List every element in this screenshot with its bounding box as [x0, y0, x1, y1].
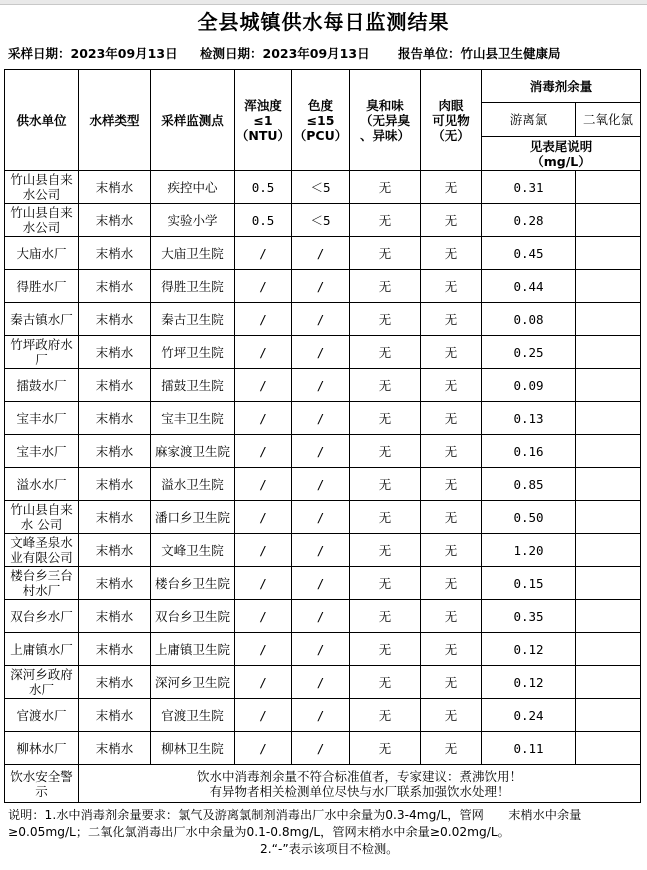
- cell-water-type: 末梢水: [79, 633, 151, 666]
- cell-odor: 无: [350, 336, 421, 369]
- table-row: [5, 435, 641, 468]
- cell-turbidity: /: [235, 501, 292, 534]
- cell-odor: 无: [350, 237, 421, 270]
- table-row: [5, 567, 641, 600]
- cell-free-chlorine: 0.28: [482, 204, 576, 237]
- cell-visible: 无: [421, 171, 482, 204]
- cell-odor: 无: [350, 171, 421, 204]
- cell-unit: 官渡水厂: [5, 699, 79, 732]
- cell-unit: 上庸镇水厂: [5, 633, 79, 666]
- cell-site: 大庙卫生院: [151, 237, 235, 270]
- cell-turbidity: 0.5: [235, 204, 292, 237]
- cell-odor: 无: [350, 534, 421, 567]
- cell-unit: 双台乡水厂: [5, 600, 79, 633]
- cell-chlorine-dioxide: [576, 204, 641, 237]
- cell-color: /: [292, 534, 350, 567]
- cell-turbidity: /: [235, 303, 292, 336]
- table-row: [5, 237, 641, 270]
- cell-color: /: [292, 666, 350, 699]
- monitoring-table: [4, 69, 641, 803]
- cell-free-chlorine: 0.85: [482, 468, 576, 501]
- cell-chlorine-dioxide: [576, 270, 641, 303]
- cell-odor: 无: [350, 435, 421, 468]
- cell-turbidity: /: [235, 402, 292, 435]
- warning-text: [79, 765, 641, 803]
- cell-odor: 无: [350, 567, 421, 600]
- header-unit: 供水单位: [5, 70, 79, 171]
- cell-odor: 无: [350, 600, 421, 633]
- cell-free-chlorine: 0.50: [482, 501, 576, 534]
- cell-visible: 无: [421, 270, 482, 303]
- cell-color: /: [292, 402, 350, 435]
- cell-unit: 竹坪政府水厂: [5, 336, 79, 369]
- cell-unit: 深河乡政府水厂: [5, 666, 79, 699]
- cell-water-type: 末梢水: [79, 435, 151, 468]
- header-color-text: 色度 ≤15 （PCU）: [293, 97, 348, 143]
- spreadsheet-top-strip: [0, 0, 647, 5]
- cell-site: 宝丰卫生院: [151, 402, 235, 435]
- table-row: [5, 468, 641, 501]
- page-title: 全县城镇供水每日监测结果: [197, 10, 450, 34]
- cell-turbidity: 0.5: [235, 171, 292, 204]
- cell-color: ＜5: [292, 171, 350, 204]
- cell-color: /: [292, 369, 350, 402]
- cell-turbidity: /: [235, 600, 292, 633]
- table-row: [5, 303, 641, 336]
- cell-free-chlorine: 0.15: [482, 567, 576, 600]
- cell-unit: 竹山县自来水 公司: [5, 501, 79, 534]
- cell-free-chlorine: 0.35: [482, 600, 576, 633]
- cell-color: /: [292, 600, 350, 633]
- table-row: [5, 633, 641, 666]
- table-row: [5, 732, 641, 765]
- cell-color: /: [292, 732, 350, 765]
- table-row: [5, 270, 641, 303]
- cell-odor: 无: [350, 501, 421, 534]
- cell-color: /: [292, 270, 350, 303]
- cell-turbidity: /: [235, 633, 292, 666]
- cell-odor: 无: [350, 666, 421, 699]
- notes-section: [8, 807, 638, 858]
- warning-line-1: 饮水中消毒剂余量不符合标准值者，专家建议：煮沸饮用！: [196, 768, 522, 784]
- cell-odor: 无: [350, 204, 421, 237]
- cell-visible: 无: [421, 336, 482, 369]
- table-row: [5, 534, 641, 567]
- cell-site: 得胜卫生院: [151, 270, 235, 303]
- cell-site: 柳林卫生院: [151, 732, 235, 765]
- table-row: [5, 501, 641, 534]
- cell-color: /: [292, 303, 350, 336]
- cell-water-type: 末梢水: [79, 567, 151, 600]
- cell-chlorine-dioxide: [576, 732, 641, 765]
- header-odor-text: 臭和味 （无异臭 、异味）: [359, 97, 410, 143]
- cell-chlorine-dioxide: [576, 171, 641, 204]
- cell-odor: 无: [350, 270, 421, 303]
- cell-water-type: 末梢水: [79, 699, 151, 732]
- table-row: [5, 336, 641, 369]
- cell-water-type: 末梢水: [79, 303, 151, 336]
- cell-site: 深河乡卫生院: [151, 666, 235, 699]
- cell-odor: 无: [350, 732, 421, 765]
- cell-water-type: 末梢水: [79, 369, 151, 402]
- cell-free-chlorine: 0.11: [482, 732, 576, 765]
- header-water-type: 水样类型: [79, 70, 151, 171]
- cell-visible: 无: [421, 468, 482, 501]
- cell-unit: 楼台乡三台村水厂: [5, 567, 79, 600]
- cell-turbidity: /: [235, 369, 292, 402]
- table-row: [5, 666, 641, 699]
- table-row: [5, 369, 641, 402]
- cell-site: 官渡卫生院: [151, 699, 235, 732]
- cell-turbidity: /: [235, 435, 292, 468]
- cell-turbidity: /: [235, 237, 292, 270]
- cell-odor: 无: [350, 402, 421, 435]
- note-line-1: 说明：1.水中消毒剂余量要求：氯气及游离氯制剂消毒出厂水中余量为0.3-4mg/L，管网 末梢水中余量: [8, 808, 582, 822]
- cell-chlorine-dioxide: [576, 468, 641, 501]
- cell-water-type: 末梢水: [79, 666, 151, 699]
- cell-water-type: 末梢水: [79, 336, 151, 369]
- cell-water-type: 末梢水: [79, 534, 151, 567]
- cell-unit: 宝丰水厂: [5, 402, 79, 435]
- warning-row: [5, 765, 641, 803]
- cell-free-chlorine: 0.44: [482, 270, 576, 303]
- cell-turbidity: /: [235, 270, 292, 303]
- cell-free-chlorine: 0.12: [482, 633, 576, 666]
- test-date: 检测日期：2023年09月13日: [200, 46, 370, 61]
- cell-site: 擂鼓卫生院: [151, 369, 235, 402]
- cell-site: 麻家渡卫生院: [151, 435, 235, 468]
- table-row: [5, 171, 641, 204]
- table-row: [5, 600, 641, 633]
- cell-site: 潘口乡卫生院: [151, 501, 235, 534]
- cell-unit: 竹山县自来水公司: [5, 171, 79, 204]
- cell-visible: 无: [421, 501, 482, 534]
- cell-visible: 无: [421, 303, 482, 336]
- cell-free-chlorine: 0.16: [482, 435, 576, 468]
- cell-visible: 无: [421, 633, 482, 666]
- header-free-chlorine: 游离氯: [482, 103, 576, 137]
- cell-visible: 无: [421, 369, 482, 402]
- cell-turbidity: /: [235, 567, 292, 600]
- table-row: [5, 402, 641, 435]
- cell-chlorine-dioxide: [576, 402, 641, 435]
- cell-color: /: [292, 501, 350, 534]
- cell-visible: 无: [421, 402, 482, 435]
- cell-water-type: 末梢水: [79, 600, 151, 633]
- cell-chlorine-dioxide: [576, 534, 641, 567]
- header-visible-text: 肉眼 可见物 （无）: [432, 97, 470, 143]
- note-line-3: 2.“-”表示该项目不检测。: [260, 842, 399, 856]
- cell-site: 竹坪卫生院: [151, 336, 235, 369]
- cell-water-type: 末梢水: [79, 237, 151, 270]
- cell-site: 疾控中心: [151, 171, 235, 204]
- cell-water-type: 末梢水: [79, 402, 151, 435]
- cell-unit: 擂鼓水厂: [5, 369, 79, 402]
- header-turbidity-text: 浑浊度 ≤1 （NTU）: [235, 97, 291, 143]
- cell-chlorine-dioxide: [576, 567, 641, 600]
- cell-unit: 大庙水厂: [5, 237, 79, 270]
- note-line-2: ≥0.05mg/L；二氧化氯消毒出厂水中余量为0.1-0.8mg/L，管网末梢水中余量≥0.02mg/L。: [8, 825, 510, 839]
- sample-date: 采样日期：2023年09月13日: [8, 46, 178, 61]
- cell-turbidity: /: [235, 534, 292, 567]
- header-site: 采样监测点: [151, 70, 235, 171]
- cell-chlorine-dioxide: [576, 633, 641, 666]
- cell-water-type: 末梢水: [79, 732, 151, 765]
- cell-turbidity: /: [235, 732, 292, 765]
- header-color: [292, 70, 350, 171]
- cell-color: /: [292, 237, 350, 270]
- cell-color: /: [292, 567, 350, 600]
- cell-free-chlorine: 0.13: [482, 402, 576, 435]
- cell-unit: 溢水水厂: [5, 468, 79, 501]
- cell-water-type: 末梢水: [79, 270, 151, 303]
- cell-chlorine-dioxide: [576, 369, 641, 402]
- header-chlorine-dioxide: 二氧化氯: [576, 103, 641, 137]
- header-turbidity: [235, 70, 292, 171]
- cell-unit: 柳林水厂: [5, 732, 79, 765]
- cell-water-type: 末梢水: [79, 204, 151, 237]
- cell-free-chlorine: 0.08: [482, 303, 576, 336]
- cell-unit: 秦古镇水厂: [5, 303, 79, 336]
- cell-unit: 得胜水厂: [5, 270, 79, 303]
- cell-site: 上庸镇卫生院: [151, 633, 235, 666]
- cell-visible: 无: [421, 666, 482, 699]
- cell-chlorine-dioxide: [576, 336, 641, 369]
- cell-chlorine-dioxide: [576, 666, 641, 699]
- cell-site: 实验小学: [151, 204, 235, 237]
- cell-chlorine-dioxide: [576, 303, 641, 336]
- cell-visible: 无: [421, 600, 482, 633]
- cell-site: 秦古卫生院: [151, 303, 235, 336]
- table-row: [5, 699, 641, 732]
- cell-turbidity: /: [235, 666, 292, 699]
- cell-odor: 无: [350, 633, 421, 666]
- cell-chlorine-dioxide: [576, 237, 641, 270]
- cell-free-chlorine: 0.09: [482, 369, 576, 402]
- cell-free-chlorine: 0.25: [482, 336, 576, 369]
- cell-color: ＜5: [292, 204, 350, 237]
- header-footnote: [482, 137, 641, 171]
- cell-odor: 无: [350, 699, 421, 732]
- cell-free-chlorine: 0.31: [482, 171, 576, 204]
- cell-visible: 无: [421, 204, 482, 237]
- cell-free-chlorine: 0.12: [482, 666, 576, 699]
- cell-odor: 无: [350, 468, 421, 501]
- cell-site: 双台乡卫生院: [151, 600, 235, 633]
- cell-odor: 无: [350, 303, 421, 336]
- cell-site: 溢水卫生院: [151, 468, 235, 501]
- cell-turbidity: /: [235, 699, 292, 732]
- cell-unit: 竹山县自来水公司: [5, 204, 79, 237]
- cell-water-type: 末梢水: [79, 468, 151, 501]
- cell-visible: 无: [421, 237, 482, 270]
- cell-visible: 无: [421, 435, 482, 468]
- cell-visible: 无: [421, 732, 482, 765]
- cell-visible: 无: [421, 534, 482, 567]
- header-odor: [350, 70, 421, 171]
- cell-free-chlorine: 0.45: [482, 237, 576, 270]
- table-row: [5, 204, 641, 237]
- report-unit: 报告单位：竹山县卫生健康局: [398, 46, 561, 61]
- cell-odor: 无: [350, 369, 421, 402]
- header-disinfectant: 消毒剂余量: [482, 70, 641, 103]
- cell-chlorine-dioxide: [576, 699, 641, 732]
- cell-turbidity: /: [235, 468, 292, 501]
- cell-color: /: [292, 633, 350, 666]
- cell-color: /: [292, 468, 350, 501]
- cell-color: /: [292, 336, 350, 369]
- cell-chlorine-dioxide: [576, 600, 641, 633]
- header-visible: [421, 70, 482, 171]
- cell-free-chlorine: 1.20: [482, 534, 576, 567]
- cell-visible: 无: [421, 567, 482, 600]
- cell-chlorine-dioxide: [576, 435, 641, 468]
- cell-water-type: 末梢水: [79, 171, 151, 204]
- cell-free-chlorine: 0.24: [482, 699, 576, 732]
- header-footnote-text: 见表尾说明 （mg/L）: [529, 138, 593, 169]
- cell-unit: 宝丰水厂: [5, 435, 79, 468]
- cell-color: /: [292, 435, 350, 468]
- warning-label: 饮水安全警示: [5, 765, 79, 803]
- cell-site: 文峰卫生院: [151, 534, 235, 567]
- cell-turbidity: /: [235, 336, 292, 369]
- warning-line-2: 有异物者相关检测单位尽快与水厂联系加强饮水处理！: [209, 783, 510, 799]
- cell-color: /: [292, 699, 350, 732]
- cell-chlorine-dioxide: [576, 501, 641, 534]
- cell-visible: 无: [421, 699, 482, 732]
- cell-unit: 文峰圣泉水业有限公司: [5, 534, 79, 567]
- cell-site: 楼台乡卫生院: [151, 567, 235, 600]
- cell-water-type: 末梢水: [79, 501, 151, 534]
